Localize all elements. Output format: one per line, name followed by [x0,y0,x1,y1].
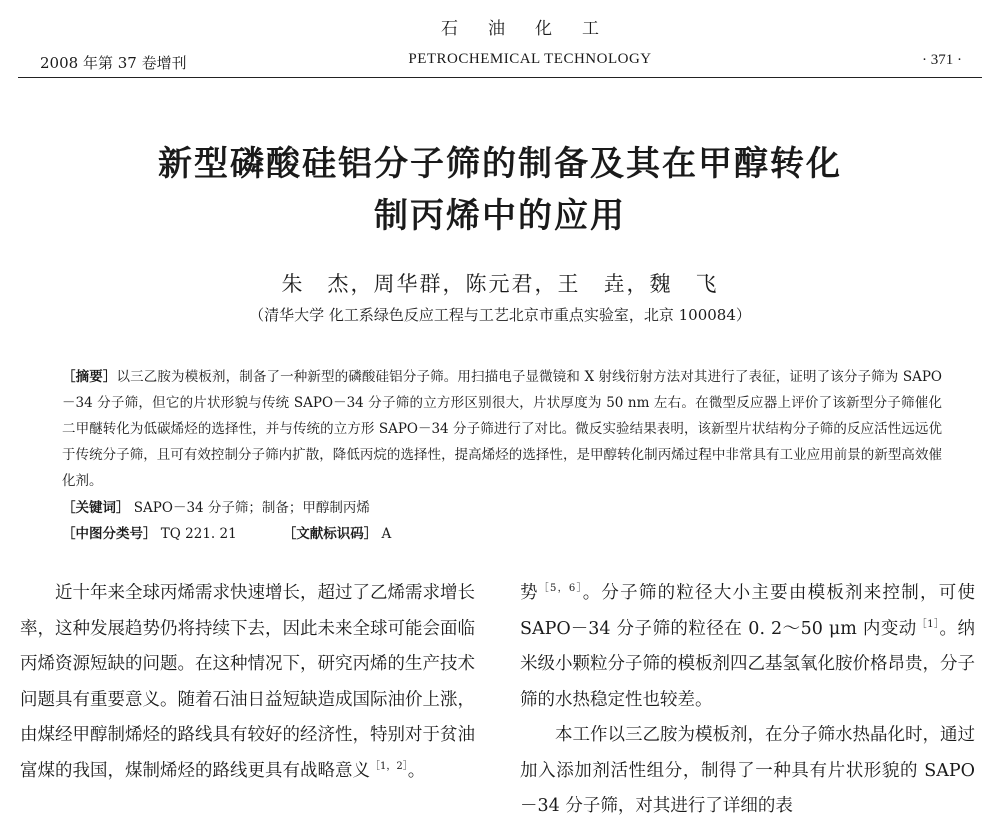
clc-label: ［中图分类号］ [62,526,157,542]
keywords-label: ［关键词］ [62,500,130,516]
citation-ref: ［1，2］ [370,760,408,772]
citation-ref: ［5，6］ [538,583,583,595]
body-column-right [520,576,975,825]
paragraph-text: 。纳米级小颗粒分子筛的模板剂四乙基氢氧化胺价格昂贵，分子筛的水热稳定性也较差。 [520,618,975,710]
abstract-label: ［摘要］ [62,369,117,385]
affiliation: （清华大学 化工系绿色反应工程与工艺北京市重点实验室，北京 100084） [249,306,751,324]
keywords [62,496,370,516]
body-paragraph: 本工作以三乙胺为模板剂，在分子筛水热晶化时，通过加入添加剂活性组分，制得了一种具有片状形貌的 SAPO－34 分子筛，对其进行了详细的表 [520,725,975,816]
abstract [62,364,942,494]
citation-ref: ［1］ [916,618,940,630]
keywords-text: SAPO－34 分子筛；制备；甲醇制丙烯 [133,500,370,516]
journal-name-cn: 石油化工 [441,19,629,39]
doc-code-value: A [381,526,392,542]
journal-name-en: PETROCHEMICAL TECHNOLOGY [408,51,652,67]
doc-code-label: ［文献标识码］ [282,526,378,542]
body-column-left [20,576,475,789]
paragraph-text: 近十年来全球丙烯需求快速增长，超过了乙烯需求增长率，这种发展趋势仍将持续下去，因此未来全球可能会面临丙烯资源短缺的问题。在这种情况下，研究丙烯的生产技术问题具有重要意义。随着石油日益短缺造成国际油价上涨，由煤经甲醇制烯烃的路线具有较好的经济性，特别对于贫油富煤的我国，煤制烯烃的路线更具有战略意义 [20,583,475,781]
header-divider [18,77,982,78]
paragraph-end: 。 [407,760,426,781]
issue-info: 2008 年第 37 卷增刊 [40,54,187,72]
article-title-line2: 制丙烯中的应用 [374,196,626,236]
body-paragraph [520,576,975,718]
page-number: · 371 · [922,52,962,68]
author-list: 朱 杰，周华群，陈元君，王 垚，魏 飞 [281,272,719,296]
abstract-text: 以三乙胺为模板剂，制备了一种新型的磷酸硅铝分子筛。用扫描电子显微镜和 X 射线衍射方法对其进行了表征，证明了该分子筛为 SAPO－34 分子筛，但它的片状形貌与传统 SAPO－34 分子筛的立方形区别很大，片状厚度为 50 nm 左右。在微型反应器上评价了该新型分子筛催化二甲醚转化为低碳烯烃的选择性，并与传统的立方形 SAPO－34 分子筛进行了对比。微反实验结果表明，该新型片状结构分子筛的反应活性远远优于传统分子筛，且可有效控制分子筛内扩散，降低丙烷的选择性，提高烯烃的选择性，是甲醇转化制丙烯过程中非常具有工业应用前景的新型高效催化剂。 [62,369,942,489]
body-paragraph [20,576,475,789]
article-title-line1: 新型磷酸硅铝分子筛的制备及其在甲醇转化 [158,144,842,184]
clc-value: TQ 221. 21 [160,526,237,542]
paragraph-text: 。分子筛的粒径大小主要由模板剂来控制，可使 SAPO－34 分子筛的粒径在 0. 2～50 μm 内变动 [520,583,976,639]
paragraph-text: 势 [520,583,539,603]
classification-line [62,522,391,542]
